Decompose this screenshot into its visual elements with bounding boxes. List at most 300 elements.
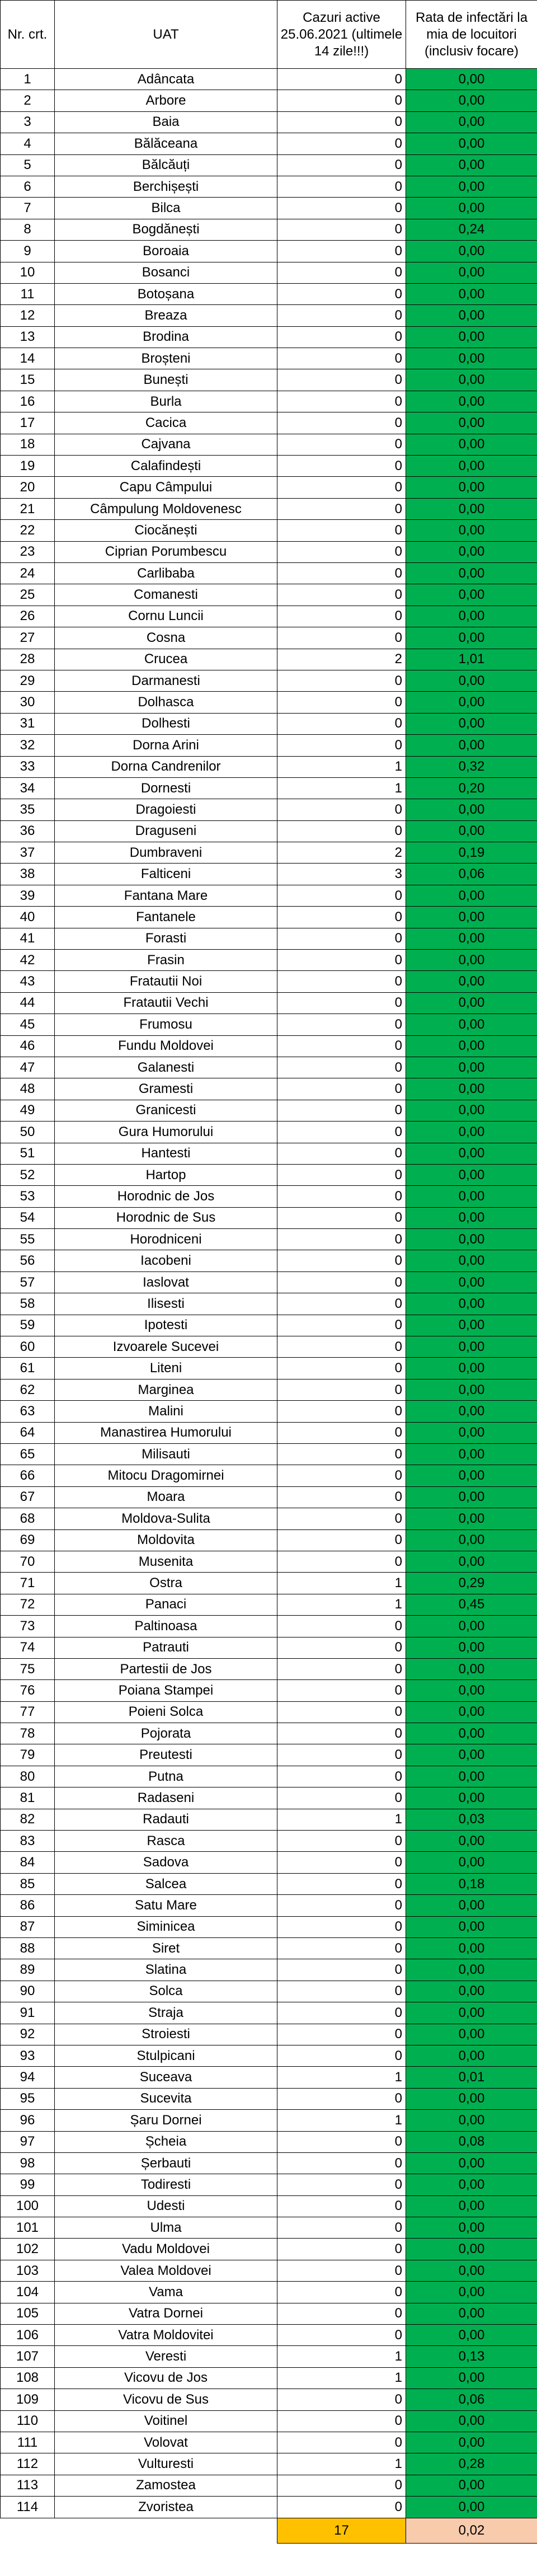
uat-name: Mitocu Dragomirnei [55,1465,277,1486]
row-number: 1 [1,69,55,90]
table-row [1,735,537,756]
active-cases: 0 [277,412,406,434]
infection-rate: 0,00 [406,1143,537,1164]
infection-rate: 0,00 [406,928,537,949]
table-row [1,1723,537,1744]
uat-name: Moldovita [55,1529,277,1551]
table-row [1,2024,537,2045]
active-cases: 0 [277,198,406,219]
uat-name: Bilca [55,198,277,219]
infection-rate: 0,24 [406,219,537,240]
table-row [1,305,537,326]
table-row [1,348,537,369]
table-row [1,907,537,928]
table-row [1,606,537,627]
active-cases: 0 [277,2002,406,2024]
uat-name: Hartop [55,1164,277,1185]
table-row [1,1787,537,1809]
table-row [1,2389,537,2410]
table-row [1,649,537,670]
table-row [1,1035,537,1057]
row-number: 33 [1,756,55,777]
table-row [1,1680,537,1701]
row-number: 35 [1,799,55,820]
table-body [1,69,537,2518]
infection-rate: 0,00 [406,2432,537,2453]
table-row [1,1831,537,1852]
active-cases: 0 [277,1551,406,1572]
table-row [1,1315,537,1336]
active-cases: 0 [277,1852,406,1873]
active-cases: 0 [277,992,406,1013]
table-row [1,1508,537,1529]
uat-name: Galanesti [55,1057,277,1078]
active-cases: 0 [277,1787,406,1809]
header-nr: Nr. crt. [1,1,55,69]
infection-rate: 0,00 [406,2239,537,2260]
row-number: 50 [1,1122,55,1143]
table-row [1,2303,537,2324]
row-number: 7 [1,198,55,219]
active-cases: 0 [277,133,406,154]
active-cases: 0 [277,2303,406,2324]
table-row [1,2260,537,2281]
uat-name: Manastirea Humorului [55,1422,277,1443]
infection-rate: 0,00 [406,520,537,541]
infection-rate: 0,00 [406,2475,537,2496]
table-row [1,864,537,885]
uat-name: Putna [55,1766,277,1787]
infection-rate: 0,00 [406,412,537,434]
table-row [1,971,537,992]
infection-rate: 0,00 [406,2174,537,2195]
infection-rate: 0,00 [406,992,537,1013]
row-number: 3 [1,111,55,133]
infection-rate: 0,00 [406,1057,537,1078]
row-number: 40 [1,907,55,928]
active-cases: 0 [277,907,406,928]
row-number: 90 [1,1981,55,2002]
active-cases: 1 [277,2067,406,2088]
infection-rate: 0,00 [406,1186,537,1207]
active-cases: 0 [277,1336,406,1358]
table-row [1,2002,537,2024]
row-number: 14 [1,348,55,369]
infection-rate: 0,00 [406,1766,537,1787]
uat-name: Vatra Dornei [55,2303,277,2324]
infection-rate: 0,00 [406,1035,537,1057]
uat-name: Iacobeni [55,1250,277,1271]
table-row [1,992,537,1013]
table-row [1,176,537,197]
active-cases: 0 [277,369,406,391]
active-cases: 0 [277,1981,406,2002]
table-row [1,1207,537,1228]
row-number: 25 [1,584,55,606]
infection-rate: 0,00 [406,2303,537,2324]
active-cases: 0 [277,69,406,90]
uat-name: Horodniceni [55,1229,277,1250]
active-cases: 0 [277,584,406,606]
row-number: 32 [1,735,55,756]
active-cases: 0 [277,971,406,992]
active-cases: 0 [277,348,406,369]
infection-rate: 0,00 [406,541,537,562]
active-cases: 0 [277,950,406,971]
row-number: 78 [1,1723,55,1744]
active-cases: 3 [277,864,406,885]
active-cases: 1 [277,1809,406,1830]
table-row [1,2217,537,2239]
uat-name: Bunești [55,369,277,391]
active-cases: 0 [277,2024,406,2045]
active-cases: 0 [277,606,406,627]
row-number: 68 [1,1508,55,1529]
row-number: 36 [1,820,55,842]
uat-name: Zamostea [55,2475,277,2496]
row-number: 34 [1,777,55,799]
table-row [1,1401,537,1422]
table-row [1,198,537,219]
active-cases: 1 [277,777,406,799]
active-cases: 0 [277,2045,406,2066]
active-cases: 0 [277,735,406,756]
table-row [1,2174,537,2195]
active-cases: 0 [277,2432,406,2453]
uat-name: Salcea [55,1873,277,1894]
uat-name: Zvoristea [55,2497,277,2518]
row-number: 8 [1,219,55,240]
uat-name: Dorna Candrenilor [55,756,277,777]
row-number: 44 [1,992,55,1013]
infection-rate: 0,00 [406,326,537,348]
infection-rate: 0,00 [406,2195,537,2217]
row-number: 59 [1,1315,55,1336]
active-cases: 2 [277,842,406,864]
table-row [1,2045,537,2066]
uat-name: Fratautii Noi [55,971,277,992]
active-cases: 0 [277,1895,406,1916]
active-cases: 0 [277,1637,406,1658]
table-row [1,2282,537,2303]
active-cases: 0 [277,1293,406,1315]
row-number: 57 [1,1271,55,1293]
row-number: 99 [1,2174,55,2195]
active-cases: 0 [277,2088,406,2109]
uat-name: Gura Humorului [55,1122,277,1143]
uat-name: Șaru Dornei [55,2110,277,2131]
table-row [1,1744,537,1766]
infection-rate: 0,00 [406,1616,537,1637]
uat-name: Malini [55,1401,277,1422]
infection-rate: 0,00 [406,1100,537,1121]
active-cases: 0 [277,1143,406,1164]
row-number: 102 [1,2239,55,2260]
totals-spacer [1,2518,55,2543]
table-row [1,670,537,691]
infection-rate: 0,00 [406,1529,537,1551]
active-cases: 1 [277,1573,406,1594]
row-number: 43 [1,971,55,992]
uat-name: Breaza [55,305,277,326]
row-number: 6 [1,176,55,197]
active-cases: 0 [277,1315,406,1336]
row-number: 41 [1,928,55,949]
row-number: 53 [1,1186,55,1207]
uat-name: Dragoiesti [55,799,277,820]
active-cases: 0 [277,283,406,304]
table-row [1,2110,537,2131]
infection-rate: 0,00 [406,1831,537,1852]
infection-rate: 0,00 [406,885,537,906]
table-row [1,1143,537,1164]
row-number: 62 [1,1379,55,1400]
uat-name: Udesti [55,2195,277,2217]
infection-rate: 0,00 [406,1637,537,1658]
infection-rate: 0,00 [406,1486,537,1508]
active-cases: 0 [277,262,406,283]
active-cases: 0 [277,434,406,455]
table-row [1,1229,537,1250]
uat-name: Baia [55,111,277,133]
uat-name: Veresti [55,2346,277,2367]
row-number: 110 [1,2410,55,2432]
table-row [1,1937,537,1959]
table-row [1,1186,537,1207]
row-number: 22 [1,520,55,541]
infection-rate: 0,00 [406,971,537,992]
active-cases: 0 [277,1529,406,1551]
row-number: 45 [1,1014,55,1035]
row-number: 11 [1,283,55,304]
row-number: 75 [1,1658,55,1679]
infection-rate: 0,18 [406,1873,537,1894]
row-number: 92 [1,2024,55,2045]
uat-name: Paltinoasa [55,1616,277,1637]
uat-name: Dorna Arini [55,735,277,756]
table-row [1,2367,537,2389]
table-row [1,1637,537,1658]
uat-name: Vicovu de Jos [55,2367,277,2389]
infection-rate: 0,00 [406,434,537,455]
infection-rate: 0,00 [406,1701,537,1723]
active-cases: 0 [277,627,406,649]
row-number: 108 [1,2367,55,2389]
infection-rate: 0,20 [406,777,537,799]
uat-name: Sadova [55,1852,277,1873]
infection-rate: 0,00 [406,735,537,756]
table-row [1,1486,537,1508]
table-row [1,1379,537,1400]
row-number: 27 [1,627,55,649]
table-row [1,2475,537,2496]
infection-rate: 0,00 [406,562,537,584]
row-number: 79 [1,1744,55,1766]
uat-name: Preutesti [55,1744,277,1766]
row-number: 84 [1,1852,55,1873]
infection-rate: 0,00 [406,1508,537,1529]
row-number: 89 [1,1959,55,1981]
infection-rate: 0,00 [406,584,537,606]
active-cases: 0 [277,477,406,498]
active-cases: 0 [277,1465,406,1486]
uat-name: Dolhasca [55,692,277,713]
active-cases: 0 [277,498,406,519]
table-row [1,219,537,240]
active-cases: 0 [277,928,406,949]
table-row [1,1271,537,1293]
uat-name: Radauti [55,1809,277,1830]
infection-rate: 0,00 [406,1379,537,1400]
table-row [1,434,537,455]
infection-rate: 0,00 [406,369,537,391]
active-cases: 0 [277,520,406,541]
active-cases: 0 [277,326,406,348]
infection-rate: 0,00 [406,2282,537,2303]
table-row [1,2325,537,2346]
infection-rate: 0,00 [406,2152,537,2174]
uat-name: Ulma [55,2217,277,2239]
table-row [1,111,537,133]
table-row [1,1658,537,1679]
table-row [1,2497,537,2518]
active-cases: 0 [277,111,406,133]
active-cases: 0 [277,241,406,262]
table-row [1,2067,537,2088]
table-row [1,241,537,262]
active-cases: 1 [277,2367,406,2389]
uat-name: Liteni [55,1358,277,1379]
totals-row [1,2518,537,2543]
table-row [1,1766,537,1787]
uat-name: Ostra [55,1573,277,1594]
table-row [1,1895,537,1916]
active-cases: 0 [277,2217,406,2239]
infection-rate: 0,00 [406,1014,537,1035]
table-row [1,2410,537,2432]
active-cases: 0 [277,219,406,240]
table-row [1,1122,537,1143]
row-number: 83 [1,1831,55,1852]
active-cases: 2 [277,649,406,670]
active-cases: 0 [277,2497,406,2518]
uat-name: Musenita [55,1551,277,1572]
row-number: 82 [1,1809,55,1830]
uat-name: Cornu Luncii [55,606,277,627]
active-cases: 0 [277,154,406,176]
row-number: 48 [1,1078,55,1100]
row-number: 93 [1,2045,55,2066]
table-row [1,1852,537,1873]
active-cases: 0 [277,1035,406,1057]
active-cases: 0 [277,1250,406,1271]
infection-rate: 0,00 [406,1401,537,1422]
uat-name: Vatra Moldovitei [55,2325,277,2346]
infection-rate: 0,00 [406,2110,537,2131]
row-number: 67 [1,1486,55,1508]
active-cases: 0 [277,562,406,584]
row-number: 71 [1,1573,55,1594]
infection-rate: 0,00 [406,799,537,820]
table-row [1,1164,537,1185]
uat-name: Todiresti [55,2174,277,2195]
row-number: 65 [1,1444,55,1465]
active-cases: 0 [277,1508,406,1529]
table-row [1,584,537,606]
table-row [1,627,537,649]
table-row [1,885,537,906]
active-cases: 0 [277,1229,406,1250]
table-row [1,520,537,541]
table-row [1,412,537,434]
row-number: 24 [1,562,55,584]
table-row [1,369,537,391]
infection-rate: 0,00 [406,820,537,842]
row-number: 54 [1,1207,55,1228]
active-cases: 0 [277,1873,406,1894]
row-number: 12 [1,305,55,326]
table-row [1,777,537,799]
row-number: 18 [1,434,55,455]
infection-rate: 0,00 [406,2367,537,2389]
table-row [1,1981,537,2002]
active-cases: 0 [277,1723,406,1744]
row-number: 109 [1,2389,55,2410]
uat-name: Falticeni [55,864,277,885]
infection-rate: 0,00 [406,477,537,498]
row-number: 74 [1,1637,55,1658]
infection-rate: 0,45 [406,1594,537,1615]
row-number: 91 [1,2002,55,2024]
infection-rate: 0,00 [406,2088,537,2109]
row-number: 13 [1,326,55,348]
table-row [1,842,537,864]
active-cases: 1 [277,2346,406,2367]
row-number: 114 [1,2497,55,2518]
row-number: 100 [1,2195,55,2217]
active-cases: 0 [277,2195,406,2217]
uat-name: Rasca [55,1831,277,1852]
row-number: 19 [1,456,55,477]
row-number: 39 [1,885,55,906]
row-number: 16 [1,391,55,412]
infection-rate: 0,00 [406,2410,537,2432]
infection-rate: 0,00 [406,241,537,262]
active-cases: 0 [277,799,406,820]
active-cases: 0 [277,1122,406,1143]
active-cases: 0 [277,456,406,477]
row-number: 38 [1,864,55,885]
uat-name: Bogdănești [55,219,277,240]
infection-rate: 0,00 [406,907,537,928]
total-active-cases: 17 [277,2518,406,2543]
infection-rate: 0,00 [406,456,537,477]
table-row [1,69,537,90]
row-number: 60 [1,1336,55,1358]
table-row [1,498,537,519]
uat-name: Vulturesti [55,2453,277,2475]
active-cases: 0 [277,1658,406,1679]
table-row [1,950,537,971]
active-cases: 0 [277,1422,406,1443]
uat-name: Suceava [55,2067,277,2088]
uat-name: Straja [55,2002,277,2024]
infection-rate: 0,00 [406,2024,537,2045]
table-row [1,2432,537,2453]
uat-name: Marginea [55,1379,277,1400]
active-cases: 1 [277,1594,406,1615]
table-row [1,154,537,176]
